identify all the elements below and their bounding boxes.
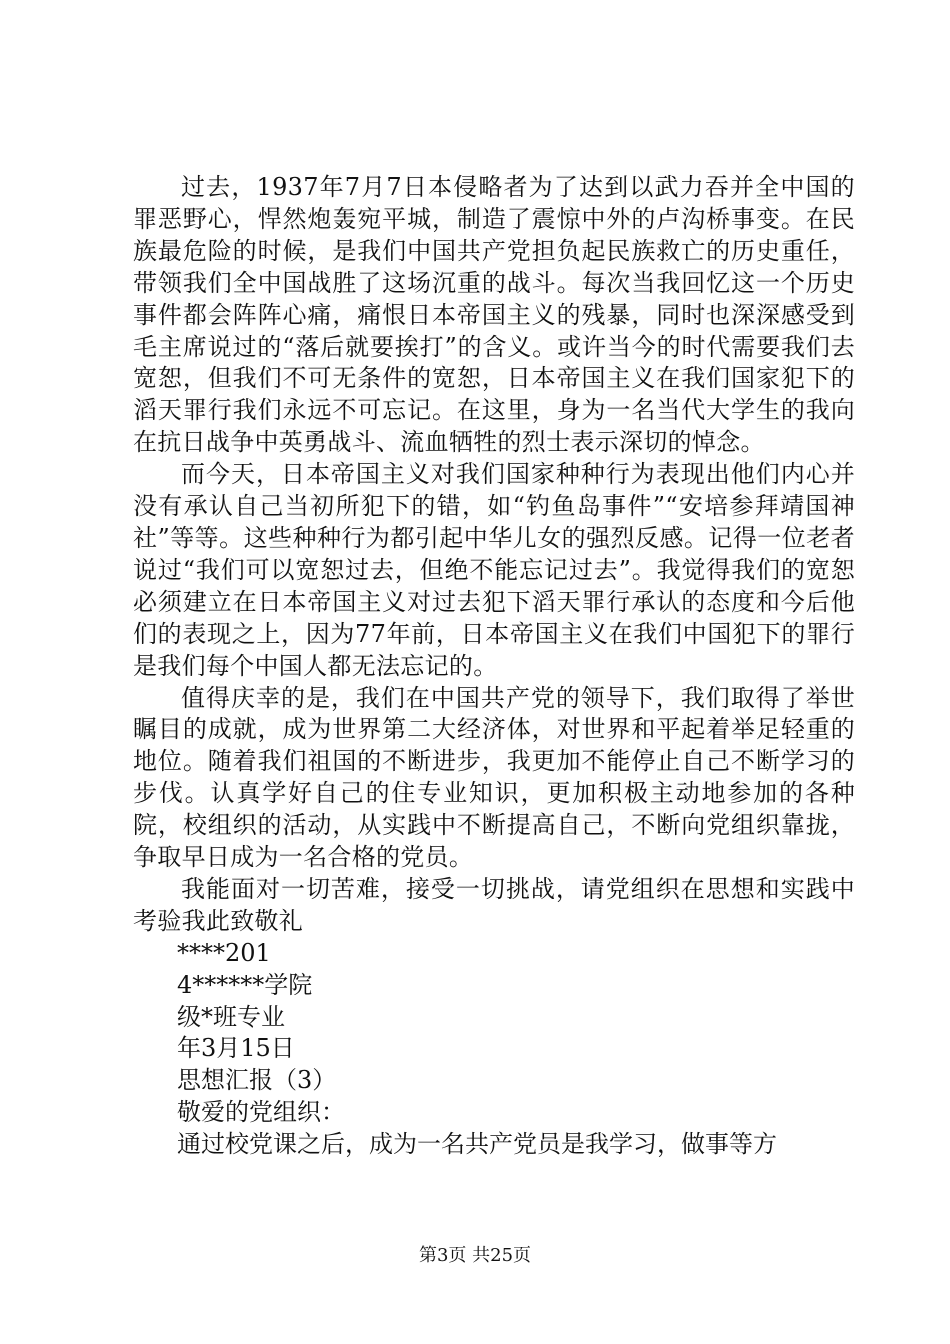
section-heading: 思想汇报（3） [177,1066,337,1095]
salutation: 敬爱的党组织： [177,1098,345,1127]
page-number-footer: 第3页 共25页 [418,1245,532,1266]
paragraph-3: 值得庆幸的是，我们在中国共产党的领导下，我们取得了举世瞩目的成就，成为世界第二大经济体，对世界和平起着举足轻重的地位。随着我们祖国的不断进步，我更加不能停止自己不断学习的步伐。认真学好自己的住专业知识，更加积极主动地参加的各种院，校组织的活动，从实践中不断提高自己，不断向党组织靠拢，争取早日成为一名合格的党员。 [133,683,855,872]
signature-line-2: 4******学院 [177,970,313,999]
signature-line-1: ****201 [177,938,271,967]
paragraph-1: 过去，1937年7月7日本侵略者为了达到以武力吞并全中国的罪恶野心，悍然炮轰宛平城，制造了震惊中外的卢沟桥事变。在民族最危险的时候，是我们中国共产党担负起民族救亡的历史重任，带领我们全中国战胜了这场沉重的战斗。每次当我回忆这一个历史事件都会阵阵心痛，痛恨日本帝国主义的残暴，同时也深深感受到毛主席说过的“落后就要挨打”的含义。或许当今的时代需要我们去宽恕，但我们不可无条件的宽恕，日本帝国主义在我们国家犯下的滔天罪行我们永远不可忘记。在这里，身为一名当代大学生的我向在抗日战争中英勇战斗、流血牺牲的烈士表示深切的悼念。 [133,173,855,457]
document-body [133,172,855,1161]
paragraph-4: 我能面对一切苦难，接受一切挑战，请党组织在思想和实践中考验我此致敬礼 [133,874,855,935]
paragraph-2: 而今天，日本帝国主义对我们国家种种行为表现出他们内心并没有承认自己当初所犯下的错，如“钓鱼岛事件”“安培参拜靖国神社”等等。这些种种行为都引起中华儿女的强烈反感。记得一位老者说过“我们可以宽恕过去，但绝不能忘记过去”。我觉得我们的宽恕必须建立在日本帝国主义对过去犯下滔天罪行承认的态度和今后他们的表现之上，因为77年前，日本帝国主义在我们中国犯下的罪行是我们每个中国人都无法忘记的。 [133,460,855,680]
signature-line-3: 级*班专业 [177,1002,285,1031]
date-line: 年3月15日 [177,1034,295,1063]
body-start-line: 通过校党课之后，成为一名共产党员是我学习，做事等方 [177,1130,777,1159]
